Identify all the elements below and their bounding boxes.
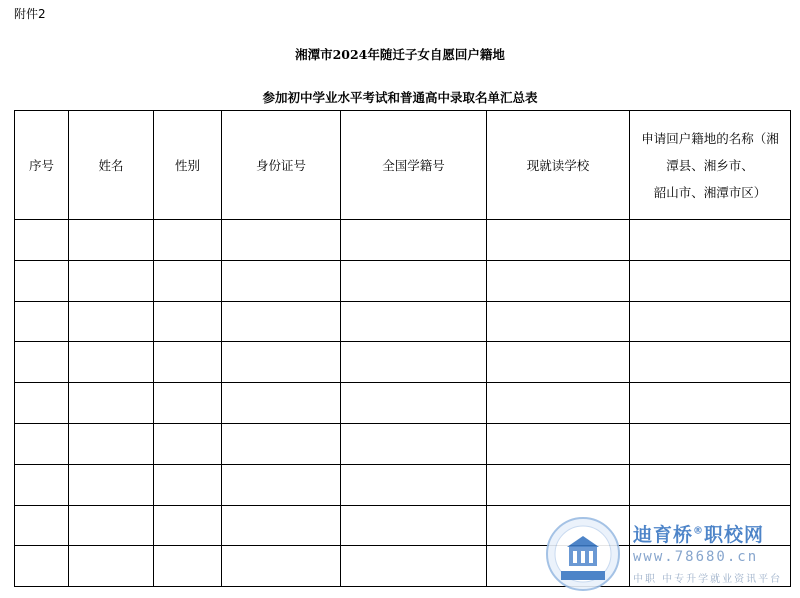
table-cell — [154, 464, 222, 505]
table-cell — [69, 423, 154, 464]
attachment-label: 附件2 — [14, 7, 46, 21]
table-cell — [222, 301, 341, 342]
table-cell — [341, 260, 487, 301]
table-cell — [222, 423, 341, 464]
header-name: 姓名 — [69, 111, 154, 220]
table-row — [15, 423, 791, 464]
table-cell — [630, 342, 791, 383]
header-household-registration-place — [630, 111, 791, 220]
table-row — [15, 342, 791, 383]
table-cell — [69, 260, 154, 301]
watermark-slogan: 中职 中专升学就业资讯平台 — [633, 574, 783, 585]
table-cell — [341, 423, 487, 464]
table-cell — [154, 546, 222, 587]
watermark-url: www.78680.cn — [633, 549, 759, 565]
table-cell — [154, 220, 222, 261]
table-cell — [69, 505, 154, 546]
table-cell — [341, 342, 487, 383]
table-cell — [630, 383, 791, 424]
school-emblem-icon — [545, 516, 621, 592]
table-cell — [15, 260, 69, 301]
table-cell — [487, 383, 630, 424]
table-cell — [630, 423, 791, 464]
table-cell — [341, 220, 487, 261]
table-cell — [630, 301, 791, 342]
table-cell — [15, 546, 69, 587]
table-cell — [487, 260, 630, 301]
table-cell — [15, 423, 69, 464]
table-cell — [487, 423, 630, 464]
table-cell — [222, 546, 341, 587]
table-cell — [341, 546, 487, 587]
header-gender: 性别 — [154, 111, 222, 220]
table-cell — [15, 301, 69, 342]
header-serial-number: 序号 — [15, 111, 69, 220]
table-cell — [154, 505, 222, 546]
table-cell — [154, 383, 222, 424]
table-header-row — [15, 111, 791, 220]
table-cell — [630, 464, 791, 505]
table-cell — [69, 464, 154, 505]
table-row — [15, 301, 791, 342]
table-cell — [487, 301, 630, 342]
table-cell — [69, 546, 154, 587]
table-cell — [15, 383, 69, 424]
table-cell — [222, 260, 341, 301]
watermark-brand: 迪育桥®职校网 — [633, 524, 765, 546]
table-cell — [222, 342, 341, 383]
table-cell — [341, 301, 487, 342]
table-cell — [154, 301, 222, 342]
table-cell — [341, 505, 487, 546]
table-row — [15, 220, 791, 261]
table-cell — [69, 342, 154, 383]
document-title-line1: 湘潭市2024年随迁子女自愿回户籍地 — [295, 47, 505, 62]
table-cell — [487, 220, 630, 261]
header-line: 潭县、湘乡市、 — [666, 157, 754, 173]
table-row — [15, 383, 791, 424]
table-cell — [222, 505, 341, 546]
header-current-school: 现就读学校 — [487, 111, 630, 220]
watermark — [545, 516, 795, 586]
table-cell — [69, 301, 154, 342]
document-title-line2: 参加初中学业水平考试和普通高中录取名单汇总表 — [262, 90, 538, 105]
table-cell — [487, 464, 630, 505]
table-cell — [154, 260, 222, 301]
header-id-number: 身份证号 — [222, 111, 341, 220]
header-student-registration-number: 全国学籍号 — [341, 111, 487, 220]
table-row — [15, 464, 791, 505]
table-cell — [154, 423, 222, 464]
header-line: 韶山市、湘潭市区） — [653, 184, 767, 200]
table-cell — [154, 342, 222, 383]
table-cell — [222, 220, 341, 261]
header-line: 申请回户籍地的名称（湘 — [641, 130, 779, 146]
table-cell — [487, 342, 630, 383]
table-cell — [222, 383, 341, 424]
table-cell — [15, 220, 69, 261]
table-row — [15, 260, 791, 301]
table-cell — [15, 342, 69, 383]
table-cell — [341, 464, 487, 505]
table-cell — [15, 464, 69, 505]
table-cell — [222, 464, 341, 505]
table-cell — [341, 383, 487, 424]
table-cell — [69, 220, 154, 261]
table-cell — [630, 220, 791, 261]
table-cell — [15, 505, 69, 546]
table-cell — [69, 383, 154, 424]
table-cell — [630, 260, 791, 301]
